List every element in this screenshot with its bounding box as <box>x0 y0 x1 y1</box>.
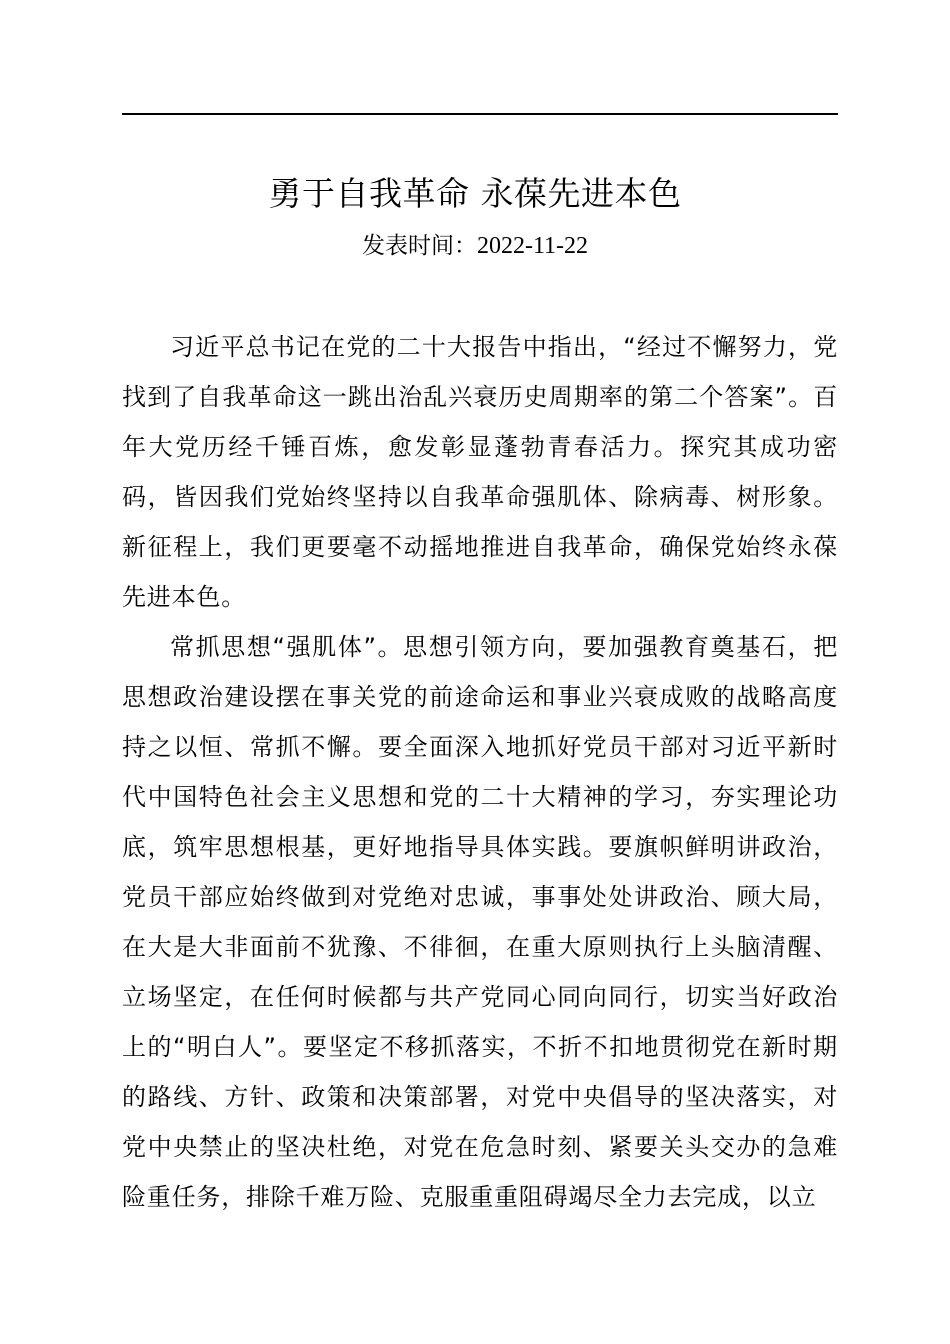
publish-date-value: 2022-11-22 <box>476 233 589 259</box>
article-body <box>122 322 838 1222</box>
article-title: 勇于自我革命 永葆先进本色 <box>268 174 682 213</box>
publish-date <box>0 230 950 262</box>
paragraph-1: 习近平总书记在党的二十大报告中指出，“经过不懈努力，党找到了自我革命这一跳出治乱兴衰历史周期率的第二个答案”。百年大党历经千锤百炼，愈发彰显蓬勃青春活力。探究其成功密码，皆因我们党始终坚持以自我革命强肌体、除病毒、树形象。新征程上，我们更要毫不动摇地推进自我革命，确保党始终永葆先进本色。 <box>122 333 838 611</box>
paragraph-2: 常抓思想“强肌体”。思想引领方向，要加强教育奠基石，把思想政治建设摆在事关党的前途命运和事业兴衰成败的战略高度持之以恒、常抓不懈。要全面深入地抓好党员干部对习近平新时代中国特色社会主义思想和党的二十大精神的学习，夯实理论功底，筑牢思想根基，更好地指导具体实践。要旗帜鲜明讲政治，党员干部应始终做到对党绝对忠诚，事事处处讲政治、顾大局，在大是大非面前不犹豫、不徘徊，在重大原则执行上头脑清醒、立场坚定，在任何时候都与共产党同心同向同行，切实当好政治上的“明白人”。要坚定不移抓落实，不折不扣地贯彻党在新时期的路线、方针、政策和决策部署，对党中央倡导的坚决落实，对党中央禁止的坚决杜绝，对党在危急时刻、紧要关头交办的急难险重任务，排除千难万险、克服重重阻碍竭尽全力去完成，以立 <box>122 633 838 1211</box>
header-rule <box>122 113 838 115</box>
publish-date-label: 发表时间： <box>361 233 477 259</box>
